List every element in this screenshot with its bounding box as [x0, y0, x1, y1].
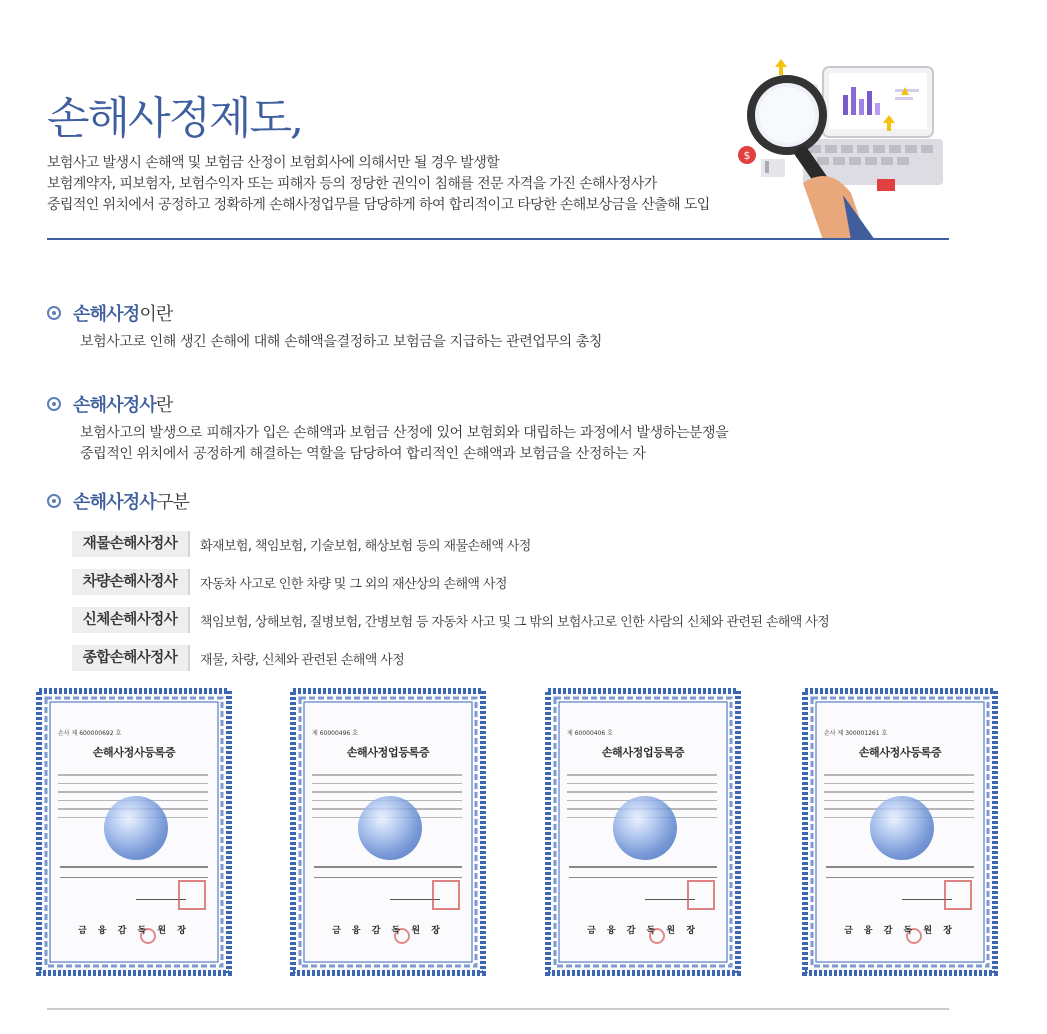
svg-text:$: $ — [743, 149, 751, 162]
magnifier-chart-illustration — [725, 55, 945, 240]
seal-stamp-icon — [944, 880, 972, 910]
certificate-image — [36, 688, 232, 976]
section-title-rest: 란 — [155, 395, 173, 416]
certificate-image — [802, 688, 998, 976]
section-body-adjuster-def — [80, 332, 602, 353]
certificate-image — [290, 688, 486, 976]
certificate-number: 손사 제 600000692 호 — [58, 730, 122, 737]
seal-stamp-icon — [687, 880, 715, 910]
type-desc: 화재보험, 책임보험, 기술보험, 해상보험 등의 재물손해액 사정 — [200, 538, 531, 554]
section-heading-adjuster-def — [47, 300, 173, 326]
certificate-issuer: 금 융 감 독 원 장 — [78, 926, 190, 936]
section-title-accent: 손해사정사 — [73, 395, 156, 416]
section-title-accent: 손해사정 — [73, 304, 140, 325]
type-row-vehicle — [72, 569, 507, 595]
seal-stamp-icon — [432, 880, 460, 910]
globe-watermark-icon — [104, 796, 168, 860]
type-label: 차량손해사정사 — [72, 569, 190, 595]
section-title-rest: 이란 — [139, 304, 173, 325]
intro-line: 중립적인 위치에서 공정하고 정확하게 손해사정업무를 담당하게 하여 합리적이고 타당한 손해보상금을 산출해 도입 — [47, 197, 710, 213]
certificate-number: 제 60000406 호 — [567, 730, 613, 737]
intro-line: 보험계약자, 피보험자, 보험수익자 또는 피해자 등의 정당한 권익이 침해를 전문 자격을 가진 손해사정사가 — [47, 176, 657, 192]
type-desc: 자동차 사고로 인한 차량 및 그 외의 재산상의 손해액 사정 — [200, 576, 507, 592]
type-label: 종합손해사정사 — [72, 645, 190, 671]
type-label: 신체손해사정사 — [72, 607, 190, 633]
circle-bullet-icon — [47, 397, 61, 411]
type-desc: 재물, 차량, 신체와 관련된 손해액 사정 — [200, 652, 405, 668]
section-body-line: 중립적인 위치에서 공정하게 해결하는 역할을 담당하여 합리적인 손해액과 보험금을 산정하는 자 — [80, 446, 646, 462]
certificate-number: 제 60000496 호 — [312, 730, 358, 737]
certificate-number: 손사 제 300001261 호 — [824, 730, 888, 737]
section-body-line: 보험사고의 발생으로 피해자가 입은 손해액과 보험금 산정에 있어 보험회와 대립하는 과정에서 발생하는분쟁을 — [80, 425, 729, 441]
section-body-adjuster-person — [80, 423, 728, 465]
header-divider — [47, 238, 949, 240]
section-title-accent: 손해사정사 — [73, 492, 156, 513]
globe-watermark-icon — [870, 796, 934, 860]
section-heading-adjuster-types — [47, 488, 189, 514]
footer-divider — [47, 1008, 949, 1010]
type-row-property — [72, 531, 531, 557]
certificate-title: 손해사정사등록증 — [92, 746, 176, 759]
type-desc: 책임보험, 상해보험, 질병보험, 간병보험 등 자동차 사고 및 그 밖의 보험사고로 인한 사람의 신체와 관련된 손해액 사정 — [200, 614, 830, 630]
section-body-line: 보험사고로 인해 생긴 손해에 대해 손해액을결정하고 보험금을 지급하는 관련업무의 총칭 — [80, 334, 603, 350]
seal-stamp-icon — [178, 880, 206, 910]
certificate-issuer: 금 융 감 독 원 장 — [587, 926, 699, 936]
circle-bullet-icon — [47, 494, 61, 508]
circle-bullet-icon — [47, 306, 61, 320]
section-title-rest: 구분 — [155, 492, 190, 513]
section-heading-adjuster-person — [47, 391, 173, 417]
certificate-title: 손해사정사등록증 — [858, 746, 942, 759]
globe-watermark-icon — [358, 796, 422, 860]
intro-line: 보험사고 발생시 손해액 및 보험금 산정이 보험회사에 의해서만 될 경우 발생할 — [47, 155, 500, 171]
intro-text — [47, 153, 710, 216]
type-row-bodily — [72, 607, 829, 633]
certificate-issuer: 금 융 감 독 원 장 — [332, 926, 444, 936]
certificate-issuer: 금 융 감 독 원 장 — [844, 926, 956, 936]
certificate-title: 손해사정업등록증 — [346, 746, 430, 759]
type-label: 재물손해사정사 — [72, 531, 190, 557]
page-title: 손해사정제도, — [47, 93, 303, 144]
globe-watermark-icon — [613, 796, 677, 860]
type-row-general — [72, 645, 404, 671]
certificate-image — [545, 688, 741, 976]
certificate-title: 손해사정업등록증 — [601, 746, 685, 759]
